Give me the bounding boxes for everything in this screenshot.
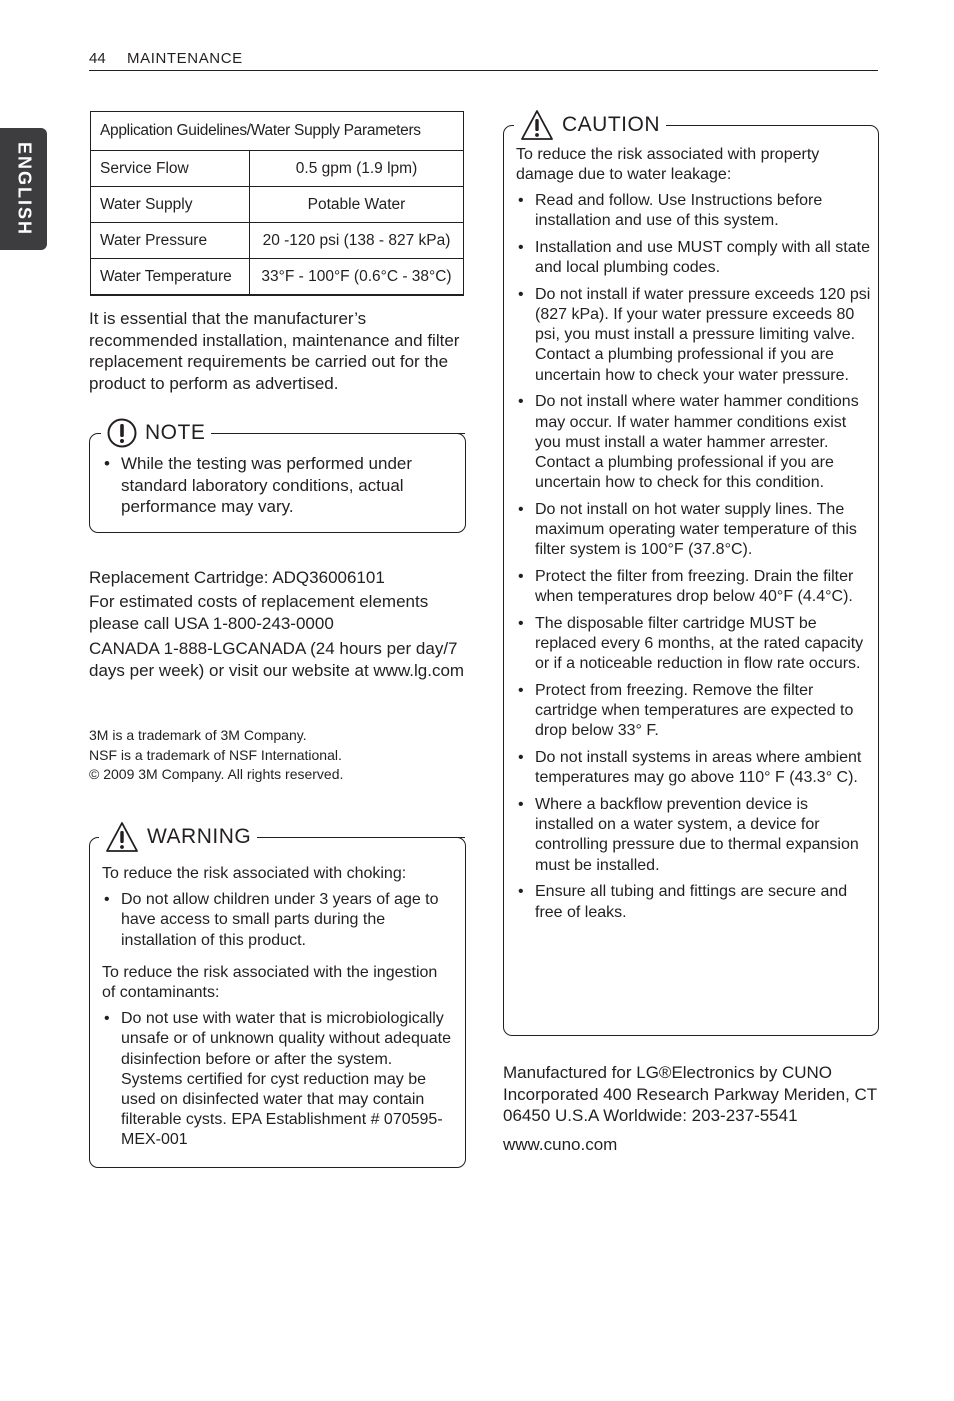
caution-title-text: CAUTION <box>562 113 660 136</box>
trademark-line: 3M is a trademark of 3M Company. <box>89 727 307 743</box>
spec-label: Water Temperature <box>91 259 250 296</box>
replacement-cartridge: Replacement Cartridge: ADQ36006101 <box>89 568 385 587</box>
list-item: • Ensure all tubing and fittings are secure and free of leaks. <box>516 882 871 922</box>
table-row <box>91 259 464 296</box>
caution-intro: To reduce the risk associated with property damage due to water leakage: <box>516 146 820 183</box>
warning-triangle-icon <box>520 109 554 141</box>
section-title: MAINTENANCE <box>127 50 243 67</box>
warning-title-rule <box>260 837 465 838</box>
spec-value: Potable Water <box>250 187 464 223</box>
warning-title-text: WARNING <box>147 825 252 848</box>
caution-content <box>516 145 871 923</box>
warning-triangle-icon <box>105 821 139 853</box>
spec-table <box>90 111 464 296</box>
warning-title <box>99 819 257 855</box>
list-item: • Where a backflow prevention device is installed on a water system, a device for controlling pressure due to thermal expansion must be installed. <box>516 795 871 876</box>
warning-intro: To reduce the risk associated with the ingestion of contaminants: <box>102 963 438 1002</box>
note-title-text: NOTE <box>145 421 206 444</box>
language-tab-label: ENGLISH <box>14 141 35 237</box>
trademark-line: © 2009 3M Company. All rights reserved. <box>89 766 344 782</box>
manufacturer-website: www.cuno.com <box>503 1135 618 1154</box>
warning-content <box>102 864 454 1151</box>
caution-list <box>516 191 871 923</box>
caution-box <box>503 125 879 1036</box>
warning-list <box>102 890 454 951</box>
list-item: • The disposable filter cartridge MUST be replaced every 6 months, at the rated capacity or if a noticeable reduction in flow rate occurs. <box>516 614 871 675</box>
table-row <box>91 151 464 187</box>
list-item: • Read and follow. Use Instructions before installation and use of this system. <box>516 191 871 231</box>
list-item: • Do not install where water hammer conditions may occur. If water hammer conditions exist you must install a water hammer arrester. Contact a plumbing professional if you are uncertain how to check for this condition. <box>516 392 871 493</box>
manufacturer-info: Manufactured for LG®Electronics by CUNO Incorporated 400 Research Parkway Meriden, CT 06450 U.S.A Worldwide: 203-237-5541 <box>503 1063 877 1125</box>
list-item: • Do not install if water pressure exceeds 120 psi (827 kPa). If your water pressure exceeds 80 psi, you must install a pressure limiting valve. Contact a plumbing professional if you are uncertain how to check your water pressure. <box>516 285 871 386</box>
table-row <box>91 187 464 223</box>
list-item: • Protect the filter from freezing. Drain the filter when temperatures drop below 40°F (4.4°C). <box>516 567 871 607</box>
list-item: • Installation and use MUST comply with all state and local plumbing codes. <box>516 238 871 278</box>
replacement-usa: For estimated costs of replacement elements please call USA 1-800-243-0000 <box>89 592 429 633</box>
warning-box <box>89 837 466 1168</box>
list-item: • Protect from freezing. Remove the filter cartridge when temperatures are expected to drop below 33° F. <box>516 681 871 742</box>
warning-intro: To reduce the risk associated with choking: <box>102 865 407 882</box>
spec-label: Water Pressure <box>91 223 250 259</box>
intro-paragraph: It is essential that the manufacturer’s recommended installation, maintenance and filter replacement requirements be carried out for the product to perform as advertised. <box>89 309 460 393</box>
trademark-line: NSF is a trademark of NSF International. <box>89 746 342 763</box>
caution-title-rule <box>674 125 869 126</box>
list-item: • While the testing was performed under standard laboratory conditions, actual performance may vary. <box>102 453 442 518</box>
list-item: • Do not use with water that is microbiologically unsafe or of unknown quality without adequate disinfection before or after the system. Systems certified for cyst reduction may be used on disinfected water that may contain filterable cysts. EPA Establishment # 070595-MEX-001 <box>102 1009 454 1150</box>
caution-title <box>514 107 666 143</box>
spec-value: 0.5 gpm (1.9 lpm) <box>250 151 464 187</box>
page-number: 44 <box>89 50 106 67</box>
spec-value: 20 -120 psi (138 - 827 kPa) <box>250 223 464 259</box>
warning-list <box>102 1009 454 1150</box>
list-item: • Do not allow children under 3 years of age to have access to small parts during the installation of this product. <box>102 890 454 951</box>
note-list <box>102 453 442 518</box>
spec-label: Service Flow <box>91 151 250 187</box>
table-row <box>91 223 464 259</box>
spec-table-header <box>91 112 464 151</box>
spec-table-title: Application Guidelines/Water Supply Parameters <box>91 112 464 151</box>
list-item: • Do not install systems in areas where ambient temperatures may go above 110° F (43.3° C). <box>516 748 871 788</box>
spec-label: Water Supply <box>91 187 250 223</box>
note-title-rule <box>219 433 465 434</box>
list-item: • Do not install on hot water supply lines. The maximum operating water temperature of this filter system is 100°F (37.8°C). <box>516 500 871 561</box>
spec-value: 33°F - 100°F (0.6°C - 38°C) <box>250 259 464 296</box>
replacement-canada: CANADA 1-888-LGCANADA (24 hours per day/7 days per week) or visit our website at www.lg.com <box>89 639 465 680</box>
exclamation-circle-icon <box>107 418 137 448</box>
note-title <box>101 415 211 451</box>
page-header <box>89 48 878 71</box>
trademarks <box>89 726 467 785</box>
language-tab <box>0 128 47 250</box>
